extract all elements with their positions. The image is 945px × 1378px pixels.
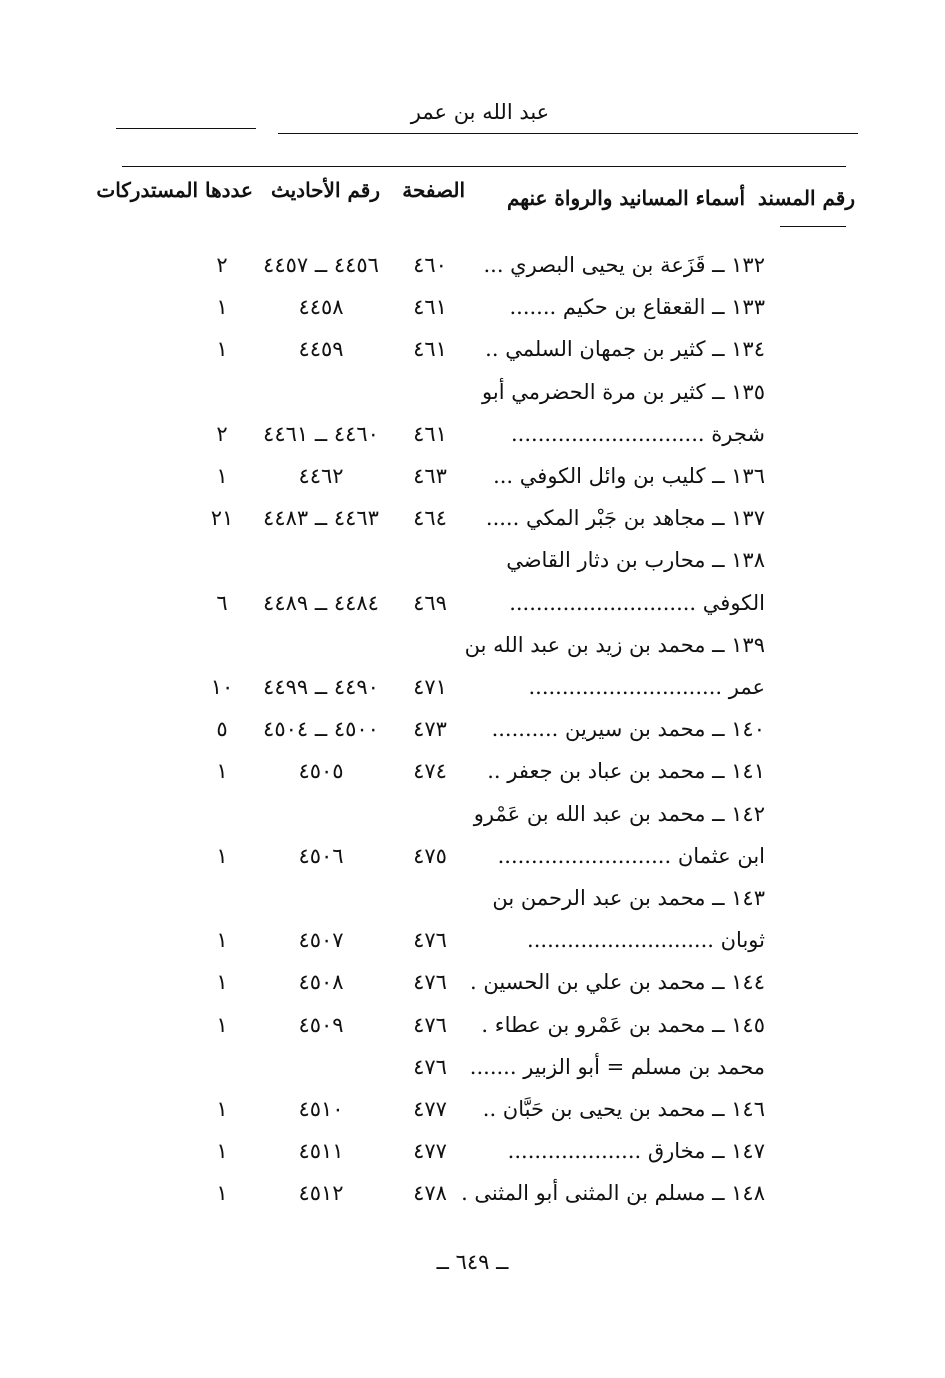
row-hadith-numbers: ٤٥٠٦ [298, 843, 344, 868]
table-row [0, 793, 945, 835]
table-row [0, 835, 945, 877]
table-row [0, 413, 945, 455]
row-entry: ١٣٥ ــ كثير بن مرة الحضرمي أبو [482, 379, 765, 404]
row-entry: ١٤٢ ــ محمد بن عبد الله بن عَمْرو [473, 801, 765, 826]
row-hadith-numbers: ٤٤٨٤ ــ ٤٤٨٩ [263, 590, 379, 615]
table-row [0, 750, 945, 792]
table-header-rule [780, 226, 846, 227]
table-row [0, 286, 945, 328]
row-entry: شجرة ............................. [511, 421, 765, 446]
row-entry: ١٣٣ ــ القعقاع بن حكيم ....... [509, 295, 765, 320]
row-entry: عمر ............................. [528, 675, 765, 699]
table-row [0, 1004, 945, 1046]
row-page: ٤٧٤ [413, 759, 447, 784]
row-entry: ١٤٨ ــ مسلم بن المثنى أبو المثنى . [461, 1181, 765, 1206]
table-row [0, 1172, 945, 1214]
row-count: ١ [216, 1097, 228, 1121]
row-count: ٢ [216, 421, 228, 446]
table-row [0, 919, 945, 961]
row-entry: ١٤٧ ــ مخارق .................... [507, 1139, 765, 1164]
header-rule-right [278, 133, 858, 134]
row-page: ٤٦٠ [413, 253, 447, 277]
row-count: ١ [216, 1012, 228, 1037]
row-page: ٤٧٦ [413, 1012, 447, 1037]
row-hadith-numbers: ٤٤٥٦ ــ ٤٤٥٧ [263, 253, 379, 277]
row-page: ٤٧١ [413, 675, 447, 699]
page-number: ــ ٦٤٩ ــ [436, 1250, 509, 1274]
row-entry: ١٣٦ ــ كليب بن وائل الكوفي ... [493, 464, 765, 488]
row-page: ٤٧٧ [413, 1139, 447, 1164]
row-hadith-numbers: ٤٥١١ [298, 1139, 344, 1164]
table-row [0, 244, 945, 286]
row-entry: ١٤٤ ــ محمد بن علي بن الحسين . [469, 970, 765, 995]
row-entry: ١٤٦ ــ محمد بن يحيى بن حَبَّان .. [482, 1097, 765, 1121]
row-count: ١ [216, 1181, 228, 1206]
table-row [0, 877, 945, 919]
row-entry: ١٤١ ــ محمد بن عباد بن جعفر .. [487, 759, 765, 784]
row-entry: ١٣٢ ــ قَزَعة بن يحيى البصري ... [483, 253, 765, 277]
row-entry: محمد بن مسلم = أبو الزبير ....... [469, 1054, 765, 1079]
row-page: ٤٧٣ [413, 717, 447, 742]
row-page: ٤٧٦ [413, 928, 447, 953]
row-count: ١ [216, 759, 228, 784]
row-hadith-numbers: ٤٥١٠ [298, 1097, 344, 1121]
row-count: ١ [216, 970, 228, 995]
row-page: ٤٦٤ [413, 506, 447, 531]
column-header-hadith-numbers: رقم الأحاديث [270, 178, 380, 202]
row-count: ٥ [216, 717, 228, 742]
table-row [0, 328, 945, 370]
row-entry: ١٤٠ ــ محمد بن سيرين .......... [491, 717, 765, 742]
row-page: ٤٧٥ [413, 843, 447, 868]
row-page: ٤٦١ [413, 421, 447, 446]
row-count: ١٠ [210, 675, 234, 699]
table-row [0, 539, 945, 581]
row-entry: ١٤٥ ــ محمد بن عَمْرو بن عطاء . [481, 1012, 765, 1037]
row-hadith-numbers: ٤٥٠٨ [298, 970, 344, 995]
table-row [0, 455, 945, 497]
table-row [0, 708, 945, 750]
running-title: عبد الله بن عمر [410, 100, 550, 124]
row-entry: ١٤٣ ــ محمد بن عبد الرحمن بن [492, 886, 765, 910]
row-count: ١ [216, 295, 228, 320]
row-entry: ابن عثمان .......................... [497, 843, 765, 868]
row-page: ٤٦٩ [413, 590, 447, 615]
row-page: ٤٧٨ [413, 1181, 447, 1206]
row-count: ٢١ [210, 506, 234, 531]
row-hadith-numbers: ٤٥٠٩ [298, 1012, 344, 1037]
row-count: ١ [216, 843, 228, 868]
table-row [0, 624, 945, 666]
row-entry: ١٣٨ ــ محارب بن دثار القاضي [506, 548, 765, 573]
table-row [0, 666, 945, 708]
table-row [0, 582, 945, 624]
row-entry: ١٣٤ ــ كثير بن جمهان السلمي .. [485, 337, 765, 362]
column-header-page: الصفحة [402, 178, 465, 202]
row-hadith-numbers: ٤٤٩٠ ــ ٤٤٩٩ [263, 675, 379, 699]
row-hadith-numbers: ٤٤٦٣ ــ ٤٤٨٣ [263, 506, 379, 531]
row-page: ٤٧٦ [413, 970, 447, 995]
row-entry: الكوفي ............................ [509, 590, 765, 615]
row-hadith-numbers: ٤٥٠٥ [298, 759, 344, 784]
table-row [0, 371, 945, 413]
row-page: ٤٧٧ [413, 1097, 447, 1121]
column-header-musnad-number: رقم المسند [757, 186, 855, 210]
table-row [0, 1046, 945, 1088]
row-entry: ثوبان ............................ [527, 928, 765, 953]
table-row [0, 1088, 945, 1130]
row-count: ١ [216, 464, 228, 488]
row-page: ٤٦٣ [413, 464, 447, 488]
table-row [0, 961, 945, 1003]
row-count: ١ [216, 337, 228, 362]
row-count: ١ [216, 928, 228, 953]
table-row [0, 497, 945, 539]
row-hadith-numbers: ٤٥٠٧ [298, 928, 344, 953]
row-count: ١ [216, 1139, 228, 1164]
row-hadith-numbers: ٤٤٥٩ [298, 337, 344, 362]
column-header-count: عددها المستدركات [96, 178, 253, 202]
row-page: ٤٦١ [413, 295, 447, 320]
row-hadith-numbers: ٤٥٠٠ ــ ٤٥٠٤ [263, 717, 379, 742]
row-entry: ١٣٩ ــ محمد بن زيد بن عبد الله بن [464, 632, 765, 657]
table-top-rule [122, 166, 846, 167]
row-hadith-numbers: ٤٤٥٨ [298, 295, 344, 320]
row-count: ٢ [216, 253, 228, 277]
row-page: ٤٦١ [413, 337, 447, 362]
header-rule-left [116, 128, 256, 129]
row-entry: ١٣٧ ــ مجاهد بن جَبْر المكي ..... [485, 506, 765, 531]
column-header-names: أسماء المسانيد والرواة عنهم [506, 186, 745, 210]
row-hadith-numbers: ٤٤٦٠ ــ ٤٤٦١ [263, 421, 379, 446]
row-hadith-numbers: ٤٥١٢ [298, 1181, 344, 1206]
row-count: ٦ [216, 590, 228, 615]
table-row [0, 1130, 945, 1172]
row-page: ٤٧٦ [413, 1054, 447, 1079]
row-hadith-numbers: ٤٤٦٢ [298, 464, 344, 488]
